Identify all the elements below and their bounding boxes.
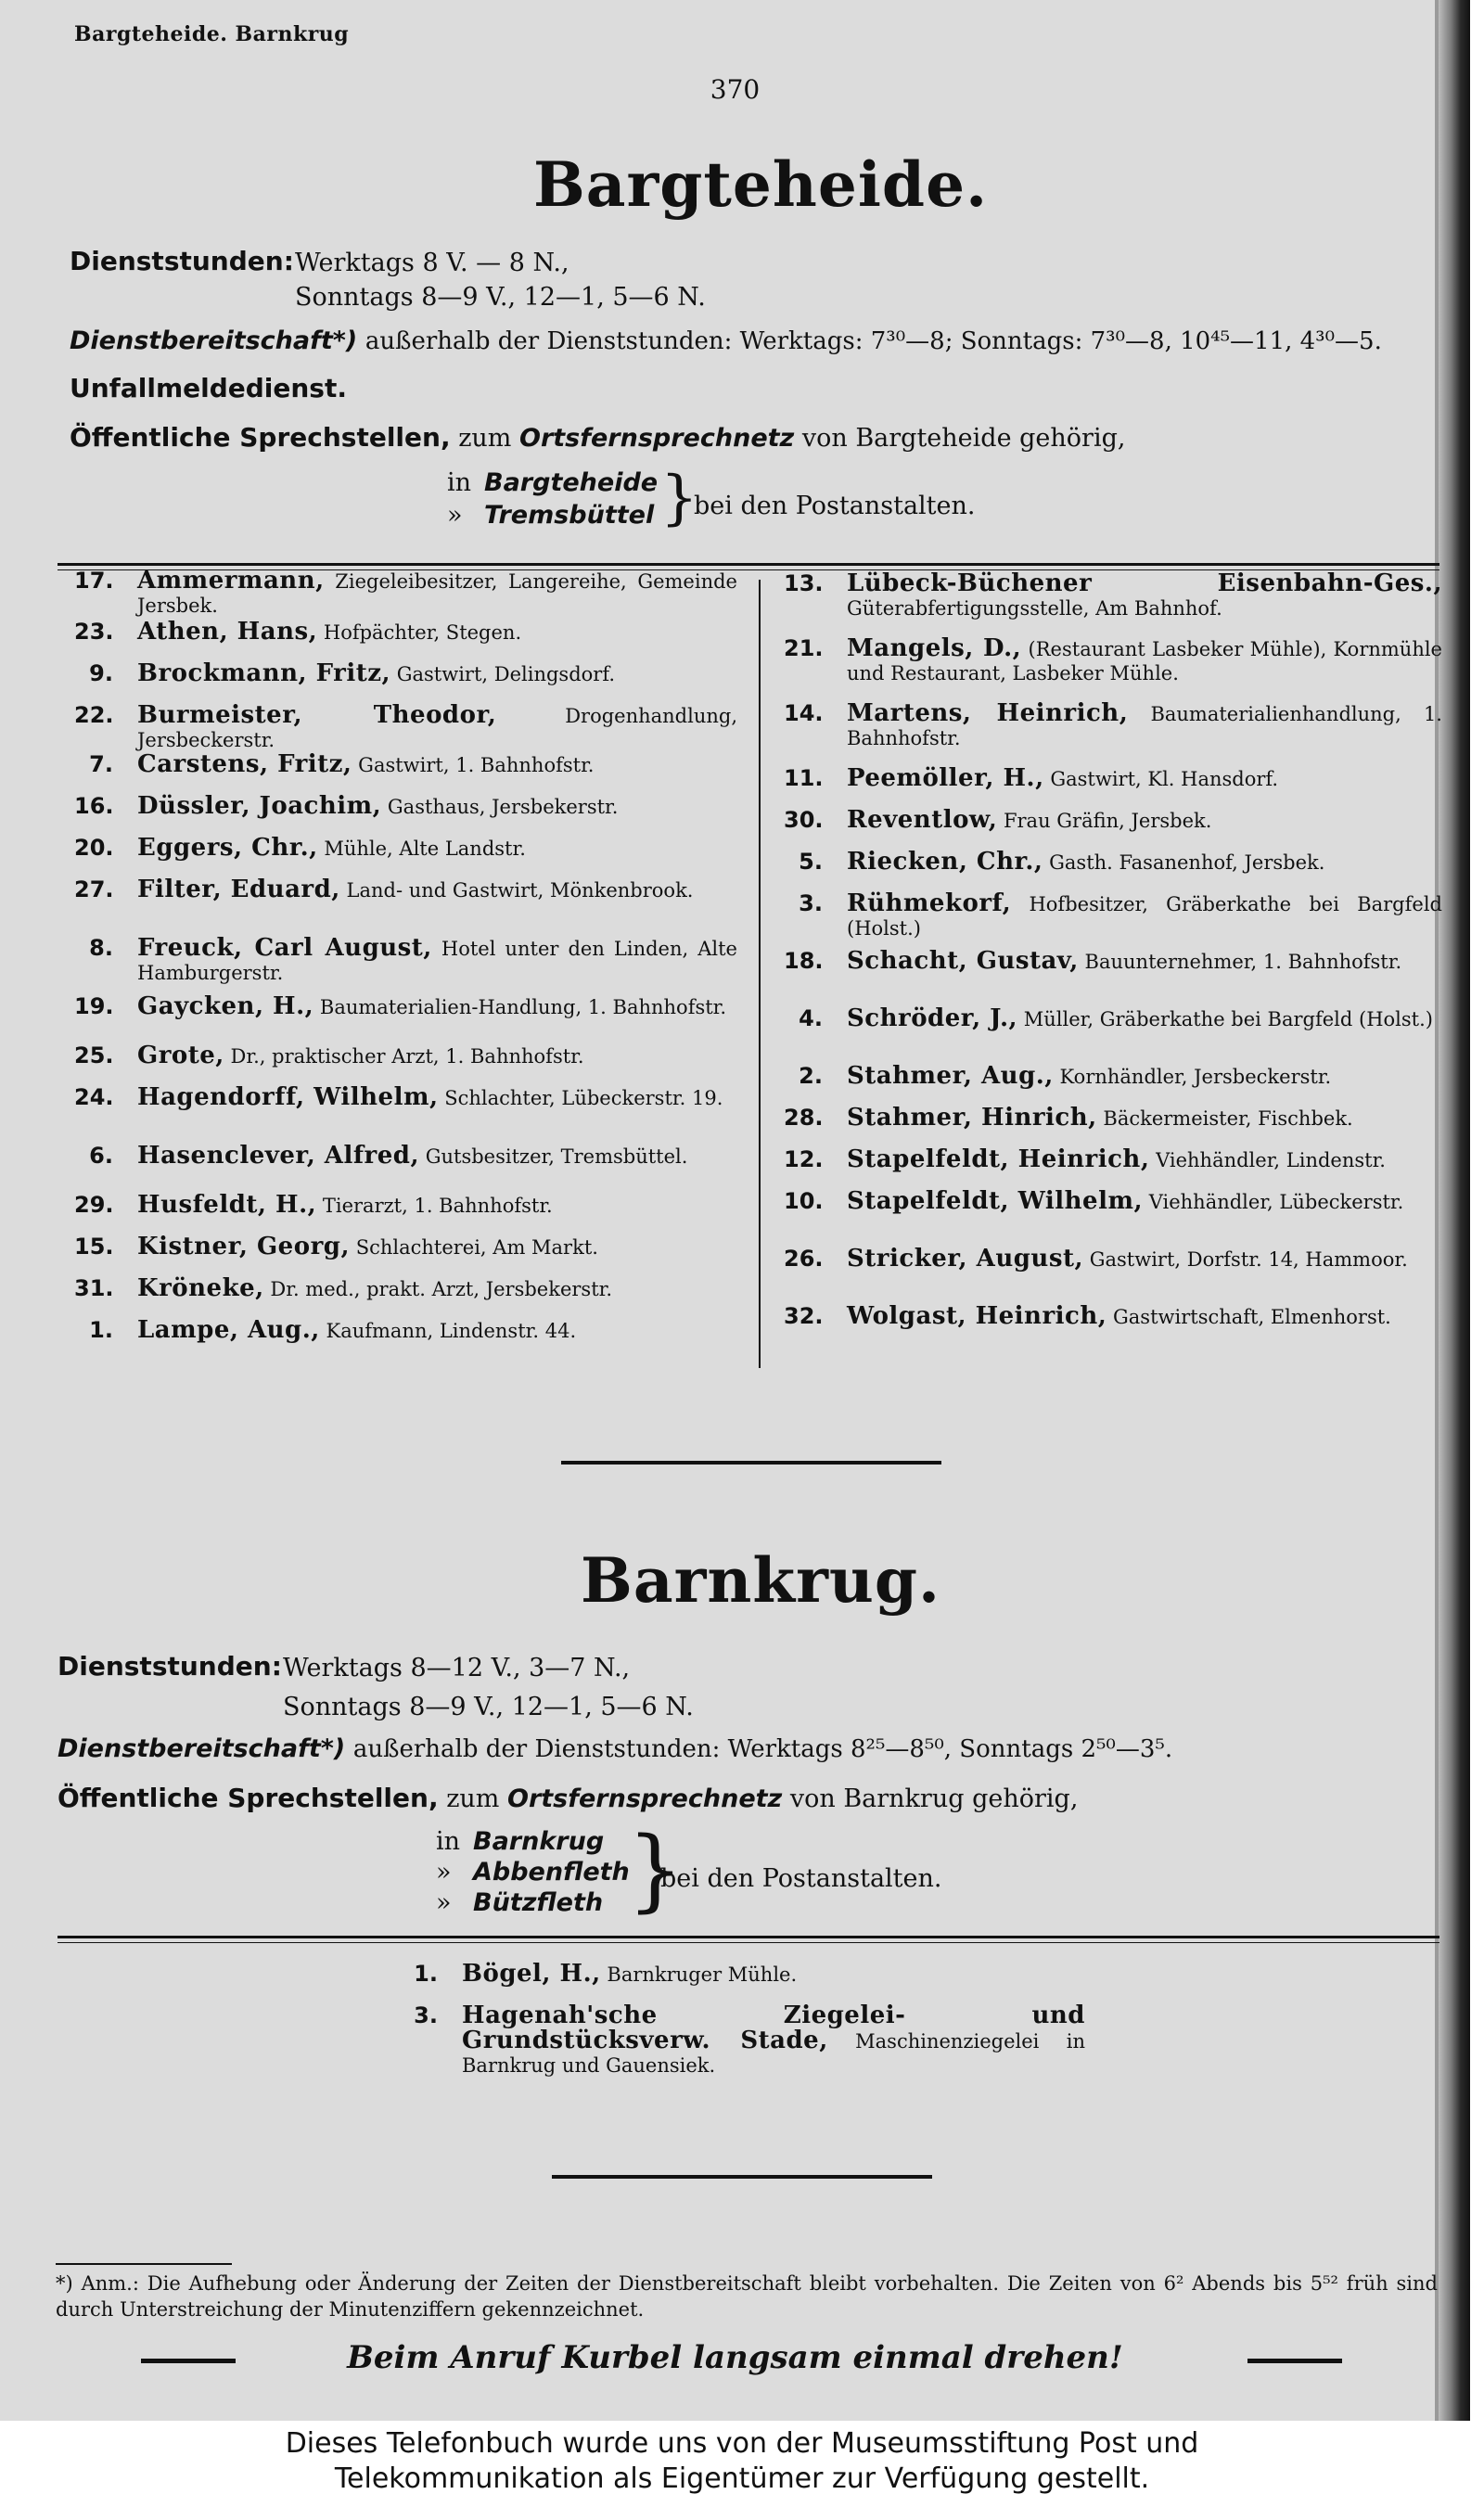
place-prefix: in — [436, 1827, 461, 1856]
entry-description: Güterabfertigungsstelle, Am Bahnhof. — [847, 597, 1222, 620]
entry-description: Dr., praktischer Arzt, 1. Bahnhofstr. — [230, 1045, 584, 1068]
entry-number: 22. — [74, 702, 114, 728]
entry-number: 19. — [74, 993, 114, 1019]
entry-text — [847, 850, 1442, 875]
entry-text — [847, 1304, 1442, 1329]
brace: } — [627, 1818, 684, 1922]
anruf-notice: Beim Anruf Kurbel langsam einmal drehen! — [347, 2339, 1123, 2376]
entry-text — [137, 877, 737, 902]
directory-entry — [74, 703, 737, 752]
entry-number: 12. — [784, 1146, 824, 1172]
entry-number: 28. — [784, 1105, 824, 1131]
entry-text — [137, 1234, 737, 1260]
sprechstellen-zum: zum — [446, 1784, 500, 1813]
section-title-bargteheide: Bargteheide. — [532, 148, 989, 221]
entry-text — [137, 1043, 737, 1068]
entry-text — [847, 891, 1442, 940]
caption-line: Telekommunikation als Eigentümer zur Verfügung gestellt. — [334, 2462, 1150, 2495]
place-row — [447, 468, 658, 497]
entry-text — [847, 1189, 1442, 1214]
entry-number: 8. — [89, 935, 113, 961]
directory-entry — [784, 850, 1442, 875]
entry-name: Rühmekorf, — [847, 889, 1012, 917]
place-row — [436, 1858, 630, 1887]
entry-text — [137, 1193, 737, 1218]
entry-text — [847, 1006, 1442, 1031]
bereitschaft-text: außerhalb der Dienststunden: Werktags: 7³⁰—8; Sonntags: 7³⁰—8, 10⁴⁵—11, 4³⁰—5. — [365, 327, 1382, 355]
dienststunden-sonntags: Sonntags 8—9 V., 12—1, 5—6 N. — [295, 283, 706, 312]
sprechstellen-row — [70, 422, 1125, 453]
dienststunden-label: Dienststunden: — [58, 1651, 282, 1682]
bereitschaft-row — [70, 326, 1382, 355]
directory-entry — [74, 877, 737, 902]
entry-name: Schacht, Gustav, — [847, 947, 1079, 975]
entry-name: Lübeck-Büchener Eisenbahn-Ges., — [847, 569, 1442, 597]
entry-description: Hofbesitzer, Gräberkathe bei Bargfeld (Holst.) — [847, 893, 1442, 940]
place-row — [436, 1827, 604, 1856]
place-prefix: » — [436, 1858, 452, 1887]
entry-name: Filter, Eduard, — [137, 876, 340, 903]
entry-text — [137, 569, 737, 618]
entry-description: Schlachter, Lübeckerstr. 19. — [444, 1087, 723, 1109]
directory-entry — [784, 1247, 1442, 1272]
directory-entry — [784, 1064, 1442, 1089]
entry-name: Reventlow, — [847, 806, 998, 834]
section-title-barnkrug: Barnkrug. — [581, 1544, 940, 1617]
sprechstellen-netz: Ortsfernsprechnetz — [507, 1784, 783, 1813]
entry-name: Burmeister, Theodor, — [137, 701, 497, 729]
entry-name: Grote, — [137, 1042, 224, 1069]
entry-name: Wolgast, Heinrich, — [847, 1302, 1107, 1330]
entry-name: Stapelfeldt, Wilhelm, — [847, 1187, 1144, 1215]
directory-entry — [74, 936, 737, 985]
entry-description: Baumaterialien-Handlung, 1. Bahnhofstr. — [319, 996, 727, 1018]
directory-entry — [784, 1106, 1442, 1131]
entry-number: 17. — [74, 568, 114, 594]
brace: } — [660, 464, 698, 532]
entry-description: Müller, Gräberkathe bei Bargfeld (Holst.) — [1023, 1008, 1433, 1030]
entry-name: Stapelfeldt, Heinrich, — [847, 1145, 1150, 1173]
entry-name: Stricker, August, — [847, 1245, 1084, 1273]
entry-text — [137, 752, 737, 777]
directory-entry — [784, 949, 1442, 974]
entry-description: Land- und Gastwirt, Mönkenbrook. — [346, 879, 694, 902]
place-name: Bargteheide — [484, 468, 659, 497]
entry-text — [137, 661, 737, 686]
entry-description: Schlachterei, Am Markt. — [355, 1236, 598, 1259]
entry-number: 21. — [784, 635, 824, 661]
place-row — [436, 1888, 603, 1917]
sprechstellen-row — [58, 1783, 1078, 1813]
entry-text — [137, 1318, 737, 1343]
entry-text — [137, 1085, 737, 1110]
directory-entry — [784, 1147, 1442, 1172]
entry-description: Viehhändler, Lindenstr. — [1156, 1149, 1386, 1171]
running-head: Bargteheide. Barnkrug — [74, 22, 350, 46]
entry-description: Frau Gräfin, Jersbek. — [1003, 810, 1212, 832]
entry-number: 29. — [74, 1192, 114, 1218]
entry-name: Bögel, H., — [462, 1960, 601, 1988]
sprechstellen-rest: von Barnkrug gehörig, — [789, 1784, 1079, 1813]
place-name: Barnkrug — [473, 1827, 605, 1856]
entry-number: 3. — [799, 890, 823, 916]
directory-entry — [74, 569, 737, 618]
entry-number: 9. — [89, 660, 113, 686]
directory-entry — [784, 571, 1442, 620]
entry-description: Ziegeleibesitzer, Langereihe, Gemeinde Jersbek. — [137, 570, 737, 617]
directory-entry — [74, 1085, 737, 1110]
entry-name: Ammermann, — [137, 567, 325, 595]
entry-text — [847, 1106, 1442, 1131]
directory-entry — [74, 994, 737, 1019]
divider — [58, 1936, 1439, 1938]
entry-name: Lampe, Aug., — [137, 1316, 320, 1344]
entry-name: Freuck, Carl August, — [137, 934, 432, 962]
entry-text — [847, 766, 1442, 791]
entry-number: 26. — [784, 1246, 824, 1272]
directory-entry — [74, 794, 737, 819]
column-divider — [759, 580, 761, 1368]
entry-description: Bauunternehmer, 1. Bahnhofstr. — [1084, 951, 1402, 973]
entry-number: 24. — [74, 1084, 114, 1110]
bereitschaft-label: Dienstbereitschaft*) — [70, 326, 358, 355]
place-prefix: in — [447, 468, 472, 497]
entry-number: 15. — [74, 1234, 114, 1260]
entry-name: Carstens, Fritz, — [137, 750, 352, 778]
footnote: *) Anm.: Die Aufhebung oder Änderung der Zeiten der Dienstbereitschaft bleibt vorbehalten. Die Zeiten von 6² Abends bis 5⁵² früh sind durch Unterstreichung der Minutenziffern gekennzeichnet. — [56, 2272, 1438, 2321]
entry-number: 1. — [89, 1317, 113, 1343]
entry-name: Peemöller, H., — [847, 764, 1044, 792]
entry-description: Baumaterialienhandlung, 1. Bahnhofstr. — [847, 703, 1442, 749]
entry-description: Gutsbesitzer, Tremsbüttel. — [425, 1145, 688, 1168]
entry-text — [137, 994, 737, 1019]
dienststunden-werktags: Werktags 8 V. — 8 N., — [295, 249, 569, 277]
entry-name: Kröneke, — [137, 1274, 264, 1302]
entry-text — [137, 703, 737, 752]
entry-text — [462, 2003, 1085, 2078]
directory-entry — [784, 1006, 1442, 1031]
directory-entry — [74, 1193, 737, 1218]
entry-name: Gaycken, H., — [137, 992, 314, 1020]
directory-entry — [74, 1234, 737, 1260]
directory-entry — [784, 1304, 1442, 1329]
entry-description: (Restaurant Lasbeker Mühle), Kornmühle und Restaurant, Lasbeker Mühle. — [847, 638, 1442, 684]
directory-entry — [74, 661, 737, 686]
entry-number: 10. — [784, 1188, 824, 1214]
directory-entry — [784, 808, 1442, 833]
entry-number: 7. — [89, 751, 113, 777]
entry-description: Tierarzt, 1. Bahnhofstr. — [322, 1195, 553, 1217]
entry-description: Gastwirt, Dorfstr. 14, Hammoor. — [1089, 1248, 1408, 1271]
entry-name: Eggers, Chr., — [137, 834, 318, 862]
divider — [58, 563, 1439, 566]
entry-text — [137, 1144, 737, 1169]
entry-text — [137, 794, 737, 819]
places-suffix: bei den Postanstalten. — [694, 492, 976, 520]
entry-text — [847, 949, 1442, 974]
entry-number: 2. — [799, 1063, 823, 1089]
entry-description: Gastwirt, Delingsdorf. — [396, 663, 616, 685]
place-name: Abbenfleth — [473, 1858, 630, 1887]
entry-description: Gasth. Fasanenhof, Jersbek. — [1049, 851, 1325, 874]
divider — [58, 1942, 1439, 1943]
directory-entry — [74, 1276, 737, 1301]
entry-description: Mühle, Alte Landstr. — [324, 838, 526, 860]
section-separator — [552, 2175, 932, 2179]
bereitschaft-row — [58, 1734, 1172, 1763]
entry-name: Stahmer, Hinrich, — [847, 1104, 1097, 1132]
entry-name: Hagenah'sche Ziegelei- und Grundstücksverw. Stade, — [462, 2002, 1085, 2054]
sprechstellen-netz: Ortsfernsprechnetz — [519, 424, 795, 453]
entry-text — [847, 1247, 1442, 1272]
entry-description: Hofpächter, Stegen. — [323, 621, 522, 644]
entry-name: Hagendorff, Wilhelm, — [137, 1083, 439, 1111]
entry-name: Schröder, J., — [847, 1004, 1018, 1032]
entry-number: 14. — [784, 700, 824, 726]
sprechstellen-zum: zum — [458, 424, 512, 453]
entry-number: 23. — [74, 619, 114, 645]
entry-number: 6. — [89, 1143, 113, 1169]
directory-entry — [74, 752, 737, 777]
entry-number: 20. — [74, 835, 114, 861]
entry-description: Barnkruger Mühle. — [607, 1963, 798, 1986]
directory-entry — [74, 836, 737, 861]
place-name: Tremsbüttel — [484, 501, 655, 530]
entry-text — [847, 1147, 1442, 1172]
entry-number: 32. — [784, 1303, 824, 1329]
place-row — [447, 501, 654, 530]
entry-name: Düssler, Joachim, — [137, 792, 382, 820]
entry-text — [847, 1064, 1442, 1089]
entry-text — [137, 1276, 737, 1301]
entry-text — [847, 636, 1442, 685]
entry-description: Gastwirt, Kl. Hansdorf. — [1050, 768, 1279, 790]
entry-number: 11. — [784, 765, 824, 791]
dienststunden-werktags: Werktags 8—12 V., 3—7 N., — [283, 1654, 631, 1682]
dienststunden-row — [58, 1651, 282, 1682]
directory-entry — [74, 1043, 737, 1068]
directory-entry — [784, 1189, 1442, 1214]
sprechstellen-rest: von Bargteheide gehörig, — [801, 424, 1126, 453]
section-separator — [561, 1461, 941, 1465]
entry-description: Hotel unter den Linden, Alte Hamburgerstr. — [137, 938, 737, 984]
entry-description: Maschinenziegelei in Barnkrug und Gauensiek. — [462, 2030, 1085, 2077]
dienststunden-row — [70, 246, 294, 276]
entry-text — [462, 1962, 1085, 1987]
bereitschaft-label: Dienstbereitschaft*) — [58, 1734, 346, 1763]
directory-entry — [784, 701, 1442, 750]
entry-name: Mangels, D., — [847, 634, 1022, 662]
unfallmeldedienst: Unfallmeldedienst. — [70, 373, 347, 403]
book-spine — [1439, 0, 1470, 2421]
dienststunden-label: Dienststunden: — [70, 246, 294, 276]
directory-entry — [399, 1962, 1085, 1987]
directory-entry — [784, 766, 1442, 791]
entry-number: 16. — [74, 793, 114, 819]
entry-name: Stahmer, Aug., — [847, 1062, 1054, 1090]
archive-caption — [0, 2421, 1484, 2507]
directory-entry — [74, 1318, 737, 1343]
entry-number: 13. — [784, 570, 824, 596]
entry-number: 31. — [74, 1275, 114, 1301]
entry-description: Dr. med., prakt. Arzt, Jersbekerstr. — [270, 1278, 613, 1300]
entry-name: Martens, Heinrich, — [847, 699, 1129, 727]
entry-number: 18. — [784, 948, 824, 974]
entry-name: Husfeldt, H., — [137, 1191, 317, 1219]
directory-entry — [784, 891, 1442, 940]
entry-text — [137, 936, 737, 985]
footnote-rule — [56, 2263, 232, 2265]
entry-description: Viehhändler, Lübeckerstr. — [1148, 1191, 1404, 1213]
directory-entry — [399, 2003, 1085, 2078]
entry-name: Brockmann, Fritz, — [137, 659, 391, 687]
entry-number: 3. — [414, 2002, 438, 2028]
entry-description: Drogenhandlung, Jersbeckerstr. — [137, 705, 737, 751]
anruf-rule-right — [1247, 2359, 1342, 2363]
page-number: 370 — [710, 74, 761, 105]
place-name: Bützfleth — [473, 1888, 604, 1917]
dienststunden-sonntags: Sonntags 8—9 V., 12—1, 5—6 N. — [283, 1693, 694, 1721]
place-prefix: » — [447, 501, 463, 530]
entry-name: Kistner, Georg, — [137, 1233, 350, 1260]
bereitschaft-text: außerhalb der Dienststunden: Werktags 8²⁵—8⁵⁰, Sonntags 2⁵⁰—3⁵. — [352, 1735, 1173, 1763]
entry-number: 1. — [414, 1961, 438, 1987]
entry-text — [847, 571, 1442, 620]
entry-description: Gasthaus, Jersbekerstr. — [387, 796, 619, 818]
directory-entry — [784, 636, 1442, 685]
directory-entry — [74, 1144, 737, 1169]
entry-description: Kaufmann, Lindenstr. 44. — [326, 1320, 577, 1342]
entry-description: Gastwirtschaft, Elmenhorst. — [1113, 1306, 1391, 1328]
caption-line: Dieses Telefonbuch wurde uns von der Museumsstiftung Post und — [285, 2427, 1199, 2460]
entry-number: 25. — [74, 1042, 114, 1068]
entry-number: 5. — [799, 849, 823, 875]
entry-name: Athen, Hans, — [137, 618, 318, 646]
entry-text — [137, 620, 737, 645]
entry-number: 30. — [784, 807, 824, 833]
entry-number: 4. — [799, 1005, 823, 1031]
entry-text — [137, 836, 737, 861]
place-prefix: » — [436, 1888, 452, 1917]
places-suffix: bei den Postanstalten. — [660, 1864, 942, 1893]
entry-text — [847, 701, 1442, 750]
directory-entry — [74, 620, 737, 645]
entry-description: Kornhändler, Jersbeckerstr. — [1059, 1066, 1332, 1088]
entry-number: 27. — [74, 876, 114, 902]
entry-name: Riecken, Chr., — [847, 848, 1043, 876]
sprechstellen-label: Öffentliche Sprechstellen, — [58, 1783, 439, 1813]
entry-description: Gastwirt, 1. Bahnhofstr. — [358, 754, 595, 776]
entry-description: Bäckermeister, Fischbek. — [1103, 1107, 1353, 1130]
sprechstellen-label: Öffentliche Sprechstellen, — [70, 422, 451, 453]
entry-text — [847, 808, 1442, 833]
entry-name: Hasenclever, Alfred, — [137, 1142, 420, 1170]
